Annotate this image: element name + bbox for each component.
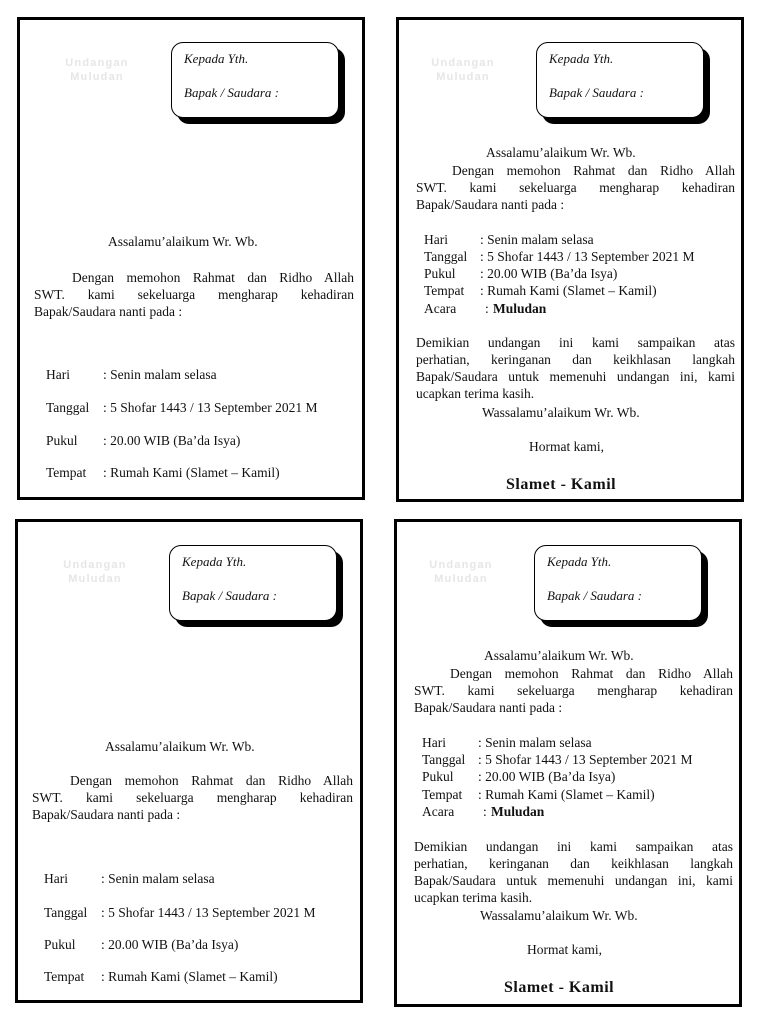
watermark: Undangan Muludan <box>429 559 493 585</box>
closing-paragraph: Demikian undangan ini kami sampaikan atas perhatian, keringanan dan keikhlasan langkah Bapak/Saudara untuk memenuhi undangan ini, kami ucapkan terima kasih. <box>414 839 733 905</box>
hari-value: : Senin malam selasa <box>101 871 215 886</box>
invitation-card-full-bottom <box>394 519 742 1007</box>
tanggal-value: : 5 Shofar 1443 / 13 September 2021 M <box>103 400 318 415</box>
address-line-2: Bapak / Saudara : <box>184 85 279 100</box>
tanggal-label: Tanggal <box>424 249 468 264</box>
address-box <box>169 545 337 621</box>
tanggal-label: Tanggal <box>422 752 466 767</box>
greeting: Assalamu’alaikum Wr. Wb. <box>486 145 636 160</box>
intro-paragraph: Dengan memohon Rahmat dan Ridho Allah SWT. kami sekeluarga mengharap kehadiran Bapak/Saudara nanti pada : <box>32 773 353 822</box>
acara-colon: : <box>485 301 489 316</box>
address-box <box>536 42 704 118</box>
pukul-label: Pukul <box>46 433 78 448</box>
signature: Slamet - Kamil <box>504 979 615 996</box>
intro-paragraph: Dengan memohon Rahmat dan Ridho Allah SWT. kami sekeluarga mengharap kehadiran Bapak/Saudara nanti pada : <box>414 666 733 715</box>
address-line-2: Bapak / Saudara : <box>182 588 277 603</box>
hari-label: Hari <box>46 367 70 382</box>
hari-value: : Senin malam selasa <box>480 232 594 247</box>
watermark: Undangan Muludan <box>65 57 129 83</box>
pukul-label: Pukul <box>422 769 454 784</box>
acara-label: Acara <box>422 804 455 819</box>
address-line-1: Kepada Yth. <box>549 51 614 66</box>
tempat-label: Tempat <box>44 969 85 984</box>
hormat-kami: Hormat kami, <box>529 439 604 454</box>
tempat-label: Tempat <box>422 787 463 802</box>
acara-colon: : <box>483 804 487 819</box>
address-line-1: Kepada Yth. <box>184 51 249 66</box>
address-box <box>534 545 702 621</box>
invitation-card-front-top <box>17 17 365 500</box>
tanggal-label: Tanggal <box>44 905 88 920</box>
wassalam: Wassalamu’alaikum Wr. Wb. <box>480 908 638 923</box>
pukul-value: : 20.00 WIB (Ba’da Isya) <box>480 266 618 281</box>
tanggal-value: : 5 Shofar 1443 / 13 September 2021 M <box>101 905 316 920</box>
tempat-value: : Rumah Kami (Slamet – Kamil) <box>101 969 278 984</box>
greeting: Assalamu’alaikum Wr. Wb. <box>484 648 634 663</box>
hari-value: : Senin malam selasa <box>103 367 217 382</box>
watermark: Undangan Muludan <box>431 57 495 83</box>
acara-label: Acara <box>424 301 457 316</box>
address-line-1: Kepada Yth. <box>547 554 612 569</box>
closing-paragraph: Demikian undangan ini kami sampaikan atas perhatian, keringanan dan keikhlasan langkah Bapak/Saudara untuk memenuhi undangan ini, kami ucapkan terima kasih. <box>416 335 735 401</box>
address-line-2: Bapak / Saudara : <box>549 85 644 100</box>
address-box <box>171 42 339 118</box>
watermark: Undangan Muludan <box>63 559 127 585</box>
hari-value: : Senin malam selasa <box>478 735 592 750</box>
tempat-value: : Rumah Kami (Slamet – Kamil) <box>478 787 655 802</box>
address-line-1: Kepada Yth. <box>182 554 247 569</box>
tempat-value: : Rumah Kami (Slamet – Kamil) <box>103 465 280 480</box>
invitation-card-full-top <box>396 17 744 502</box>
tempat-value: : Rumah Kami (Slamet – Kamil) <box>480 283 657 298</box>
intro-paragraph: Dengan memohon Rahmat dan Ridho Allah SWT. kami sekeluarga mengharap kehadiran Bapak/Saudara nanti pada : <box>416 163 735 212</box>
signature: Slamet - Kamil <box>506 476 617 493</box>
tempat-label: Tempat <box>424 283 465 298</box>
tanggal-value: : 5 Shofar 1443 / 13 September 2021 M <box>480 249 695 264</box>
acara-value: Muludan <box>493 301 547 316</box>
pukul-value: : 20.00 WIB (Ba’da Isya) <box>478 769 616 784</box>
tanggal-value: : 5 Shofar 1443 / 13 September 2021 M <box>478 752 693 767</box>
pukul-label: Pukul <box>44 937 76 952</box>
address-line-2: Bapak / Saudara : <box>547 588 642 603</box>
wassalam: Wassalamu’alaikum Wr. Wb. <box>482 405 640 420</box>
greeting: Assalamu’alaikum Wr. Wb. <box>108 234 258 249</box>
tanggal-label: Tanggal <box>46 400 90 415</box>
pukul-label: Pukul <box>424 266 456 281</box>
invitation-card-front-bottom <box>15 519 363 1003</box>
pukul-value: : 20.00 WIB (Ba’da Isya) <box>101 937 239 952</box>
pukul-value: : 20.00 WIB (Ba’da Isya) <box>103 433 241 448</box>
greeting: Assalamu’alaikum Wr. Wb. <box>105 739 255 754</box>
tempat-label: Tempat <box>46 465 87 480</box>
acara-value: Muludan <box>491 804 545 819</box>
hari-label: Hari <box>422 735 446 750</box>
intro-paragraph: Dengan memohon Rahmat dan Ridho Allah SWT. kami sekeluarga mengharap kehadiran Bapak/Saudara nanti pada : <box>34 270 354 319</box>
hari-label: Hari <box>424 232 448 247</box>
hormat-kami: Hormat kami, <box>527 942 602 957</box>
hari-label: Hari <box>44 871 68 886</box>
